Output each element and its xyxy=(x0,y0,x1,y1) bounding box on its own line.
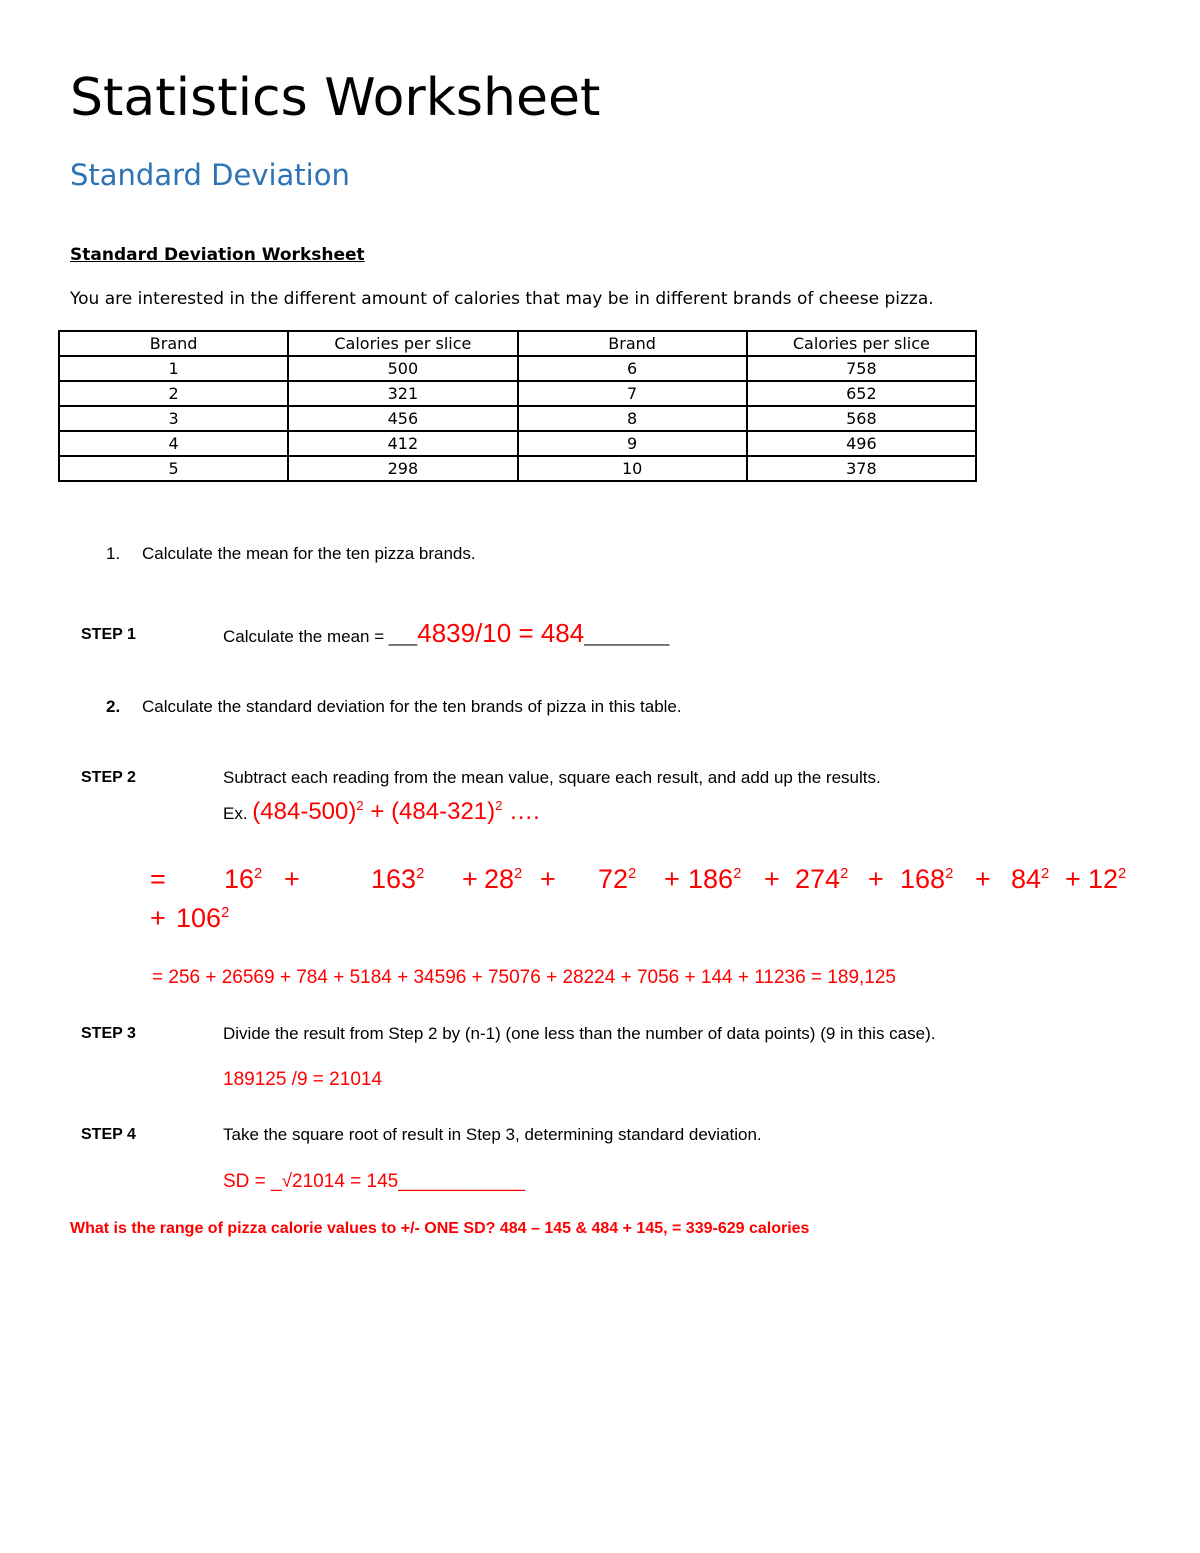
step-2-label: STEP 2 xyxy=(81,769,136,786)
table-row xyxy=(59,406,976,431)
square-term: $12^2$ xyxy=(1088,864,1127,894)
intro-text: You are interested in the different amount of calories that may be in different brands of cheese pizza. xyxy=(70,289,934,309)
square-term: $274^2$ xyxy=(795,864,849,894)
step-4-label: STEP 4 xyxy=(81,1126,136,1143)
table-cell: 321 xyxy=(288,381,517,406)
step-4-answer-line xyxy=(223,1171,525,1193)
table-cell: 298 xyxy=(288,456,517,481)
step-1-label: STEP 1 xyxy=(81,626,136,643)
step-3-text: Divide the result from Step 2 by (n-1) (one less than the number of data points) (9 in this case). xyxy=(223,1024,936,1043)
table-cell: 456 xyxy=(288,406,517,431)
step-4-answer-prefix: SD = _ xyxy=(223,1171,282,1192)
plus-sign: + xyxy=(1065,864,1081,894)
page-title: Statistics Worksheet xyxy=(70,68,601,128)
plus-sign: + xyxy=(764,864,780,894)
table-row xyxy=(59,381,976,406)
table-cell: 5 xyxy=(59,456,288,481)
step-2-example-dots: …. xyxy=(502,798,540,825)
page-subtitle: Standard Deviation xyxy=(70,158,350,192)
square-term: $168^2$ xyxy=(900,864,954,894)
table-header-cell: Brand xyxy=(518,331,747,356)
table-header-cell: Calories per slice xyxy=(747,331,976,356)
plus-sign: + xyxy=(664,864,680,894)
table-cell: 652 xyxy=(747,381,976,406)
calories-table xyxy=(58,330,977,482)
table-cell: 8 xyxy=(518,406,747,431)
table-cell: 496 xyxy=(747,431,976,456)
table-cell: 7 xyxy=(518,381,747,406)
table-cell: 412 xyxy=(288,431,517,456)
table-row xyxy=(59,356,976,381)
plus-sign: + xyxy=(284,864,300,894)
range-question: What is the range of pizza calorie values to +/- ONE SD? 484 – 145 & 484 + 145, = 339-629 calories xyxy=(70,1220,810,1237)
step-2-example xyxy=(223,798,540,826)
table-cell: 4 xyxy=(59,431,288,456)
table-cell: 758 xyxy=(747,356,976,381)
step-4-blank: ____________ xyxy=(398,1171,526,1192)
plus-sign: + xyxy=(462,864,478,894)
section-heading: Standard Deviation Worksheet xyxy=(70,245,365,265)
step-1-blank-pre: ___ xyxy=(388,627,418,646)
step-2-example-term-a: (484-500) xyxy=(252,798,357,825)
square-term: $16^2$ xyxy=(224,864,263,894)
square-term: $28^2$ xyxy=(484,864,523,894)
question-2-number: 2. xyxy=(106,697,121,716)
table-cell: 6 xyxy=(518,356,747,381)
square-term: $106^2$ xyxy=(176,903,230,933)
table-cell: 500 xyxy=(288,356,517,381)
plus-sign: + xyxy=(975,864,991,894)
question-1-number: 1. xyxy=(106,544,121,563)
sum-line: = 256 + 26569 + 784 + 5184 + 34596 + 75076 + 28224 + 7056 + 144 + 11236 = 189,125 xyxy=(152,967,896,988)
square-term: $186^2$ xyxy=(688,864,742,894)
table-cell: 568 xyxy=(747,406,976,431)
exponent: 2 xyxy=(356,798,364,813)
table-cell: 378 xyxy=(747,456,976,481)
table-header-cell: Calories per slice xyxy=(288,331,517,356)
step-1-line xyxy=(223,618,669,649)
table-row xyxy=(59,431,976,456)
table-cell: 1 xyxy=(59,356,288,381)
question-2-text: Calculate the standard deviation for the ten brands of pizza in this table. xyxy=(142,697,682,716)
square-term: $84^2$ xyxy=(1011,864,1050,894)
plus-sign: + xyxy=(540,864,556,894)
step-1-blank-post: _________ xyxy=(584,627,670,646)
step-2-example-prefix: Ex. xyxy=(223,804,253,823)
step-4-answer: √21014 = 145 xyxy=(281,1171,399,1192)
step-3-answer: 189125 /9 = 21014 xyxy=(223,1069,383,1090)
exponent: 2 xyxy=(495,798,503,813)
step-1-answer: 4839/10 = 484 xyxy=(417,618,585,648)
table-cell: 10 xyxy=(518,456,747,481)
step-3-label: STEP 3 xyxy=(81,1025,136,1042)
step-2-text: Subtract each reading from the mean value, square each result, and add up the results. xyxy=(223,768,881,787)
table-header-cell: Brand xyxy=(59,331,288,356)
step-2-example-plus: + xyxy=(363,798,392,825)
table-cell: 3 xyxy=(59,406,288,431)
table-row xyxy=(59,456,976,481)
plus-sign: + xyxy=(868,864,884,894)
step-1-text: Calculate the mean = xyxy=(223,627,389,646)
table-cell: 9 xyxy=(518,431,747,456)
question-1-text: Calculate the mean for the ten pizza brands. xyxy=(142,544,476,563)
table-header-row xyxy=(59,331,976,356)
square-term: $72^2$ xyxy=(598,864,637,894)
table-cell: 2 xyxy=(59,381,288,406)
square-term: $163^2$ xyxy=(371,864,425,894)
step-2-example-term-b: (484-321) xyxy=(391,798,496,825)
plus-sign: + xyxy=(150,903,166,933)
step-4-text: Take the square root of result in Step 3, determining standard deviation. xyxy=(223,1125,762,1144)
squares-equals: = xyxy=(150,864,166,894)
